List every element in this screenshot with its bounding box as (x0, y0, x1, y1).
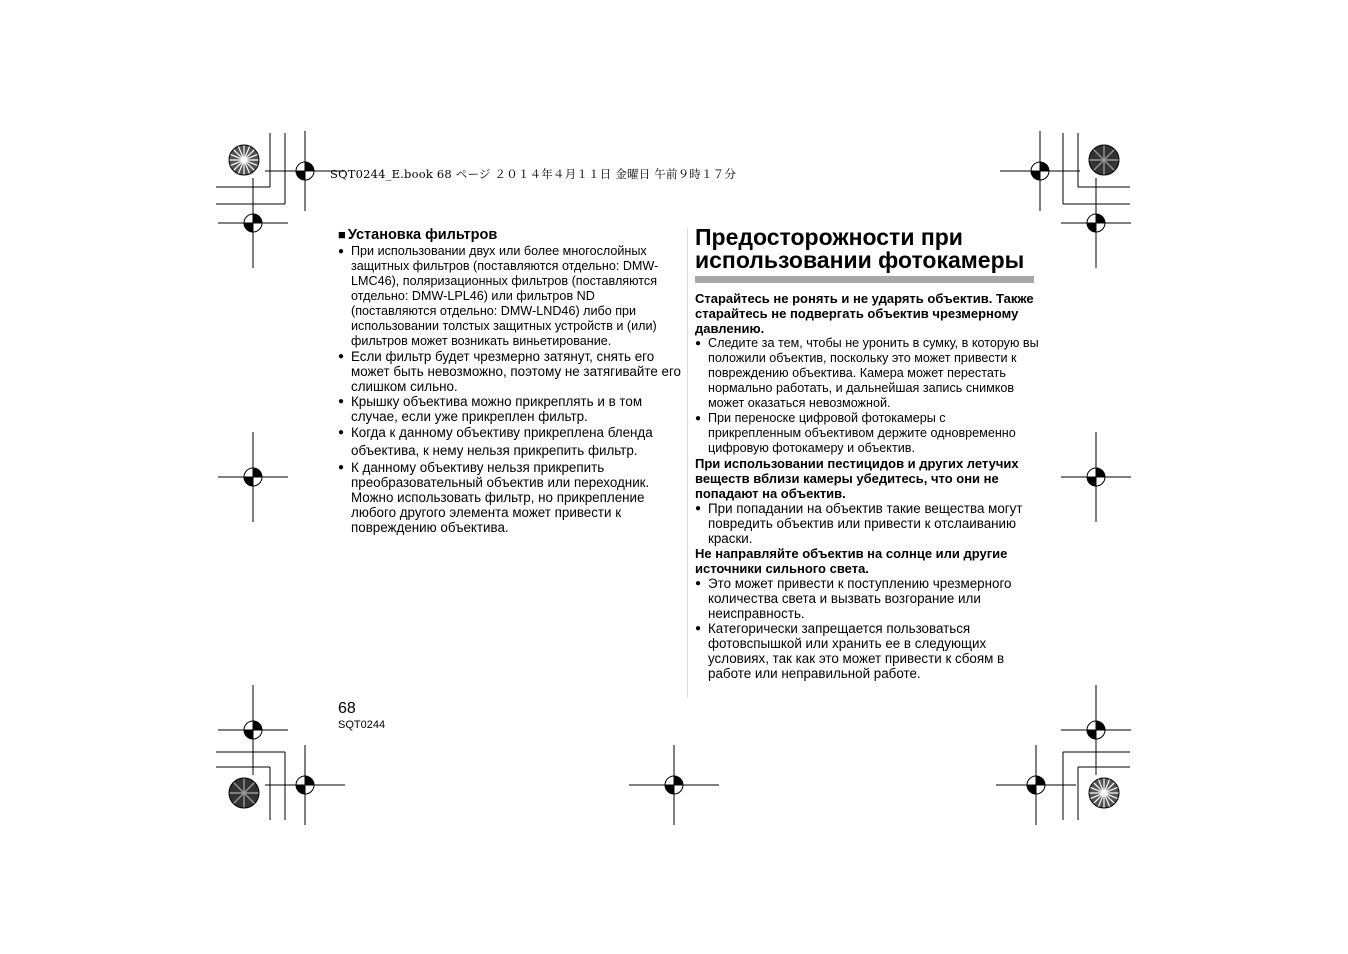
list-item: ● Это может привести к поступлению чрезмерного количества света и вызвать возгорание или неисправность. (695, 576, 1040, 621)
registration-mark-icon (996, 745, 1076, 825)
section-heading-text: Установка фильтров (347, 227, 498, 243)
list-item: ● При переноске цифровой фотокамеры с прикрепленным объективом держите одновременно цифровую фотокамеру и объектив. (695, 411, 1040, 456)
list-item: ● Когда к данному объективу прикреплена бленда объектива, к нему нельзя прикрепить фильтр. (338, 424, 683, 460)
precaution-list (695, 501, 1040, 546)
registration-mark-icon (218, 432, 288, 522)
registration-mark-icon (629, 745, 719, 825)
precaution-heading: При использовании пестицидов и других летучих веществ вблизи камеры убедитесь, что они не попадают на объектив. (695, 456, 1019, 501)
page-title (695, 226, 1040, 272)
registration-mark-icon (1061, 178, 1131, 268)
precaution-heading: Не направляйте объектив на солнце или другие источники сильного света. (695, 546, 1008, 576)
precautions-section (695, 226, 1040, 681)
list-item: ● При использовании двух или более многослойных защитных фильтров (поставляются отдельно: DMW-LMC46), поляризационных фильтров (поставляются отдельно: DMW-LPL46) или фильтров ND (поставляются отдельно: DMW-LND46) либо при использовании толстых защитных устройств и (или) фильтров может возникать виньетирование. (338, 244, 683, 349)
list-item: ● Крышку объектива можно прикреплять и в том случае, если уже прикреплен фильтр. (338, 394, 683, 424)
registration-mark-icon (218, 178, 288, 268)
starburst-mark-icon (227, 776, 261, 810)
filter-notes-list (338, 244, 683, 535)
list-item: ● При попадании на объектив такие вещества могут повредить объектив или привести к отслаиванию краски. (695, 501, 1040, 546)
column-divider (687, 228, 688, 698)
filter-section (338, 226, 683, 535)
starburst-mark-icon (1087, 143, 1121, 177)
starburst-mark-icon (227, 143, 261, 177)
registration-mark-icon (1061, 432, 1131, 522)
list-item: ● К данному объективу нельзя прикрепить преобразовательный объектив или переходник. Можно использовать фильтр, но прикрепление любого другого элемента может привести к повреждению объектива. (338, 460, 683, 535)
book-header: SQT0244_E.book 68 ページ ２０１４年４月１１日 金曜日 午前９時１７分 (330, 167, 737, 181)
section-heading (338, 226, 683, 244)
page-title-line-1: Предосторожности при (695, 224, 963, 250)
precaution-list (695, 576, 1040, 681)
title-underline-bar (695, 276, 1034, 283)
list-item: ● Если фильтр будет чрезмерно затянут, снять его может быть невозможно, поэтому не затягивайте его слишком сильно. (338, 349, 683, 394)
list-item: ● Следите за тем, чтобы не уронить в сумку, в которую вы положили объектив, поскольку это может привести к повреждению объектива. Камера может перестать нормально работать, и дальнейшая запись снимков может оказаться невозможной. (695, 336, 1040, 411)
registration-mark-icon (265, 745, 345, 825)
page-title-line-2: использовании фотокамеры (695, 247, 1025, 273)
precaution-list (695, 336, 1040, 456)
square-bullet-icon: ■ (338, 227, 346, 242)
precaution-heading: Старайтесь не ронять и не ударять объектив. Также старайтесь не подвергать объектив чрезмерному давлению. (695, 291, 1034, 336)
starburst-mark-icon (1087, 776, 1121, 810)
page-number: 68 (338, 700, 356, 717)
document-code: SQT0244 (338, 719, 386, 731)
list-item: ● Категорически запрещается пользоваться фотовспышкой или хранить ее в следующих условиях, так как это может привести к сбоям в работе или неправильной работе. (695, 621, 1040, 681)
